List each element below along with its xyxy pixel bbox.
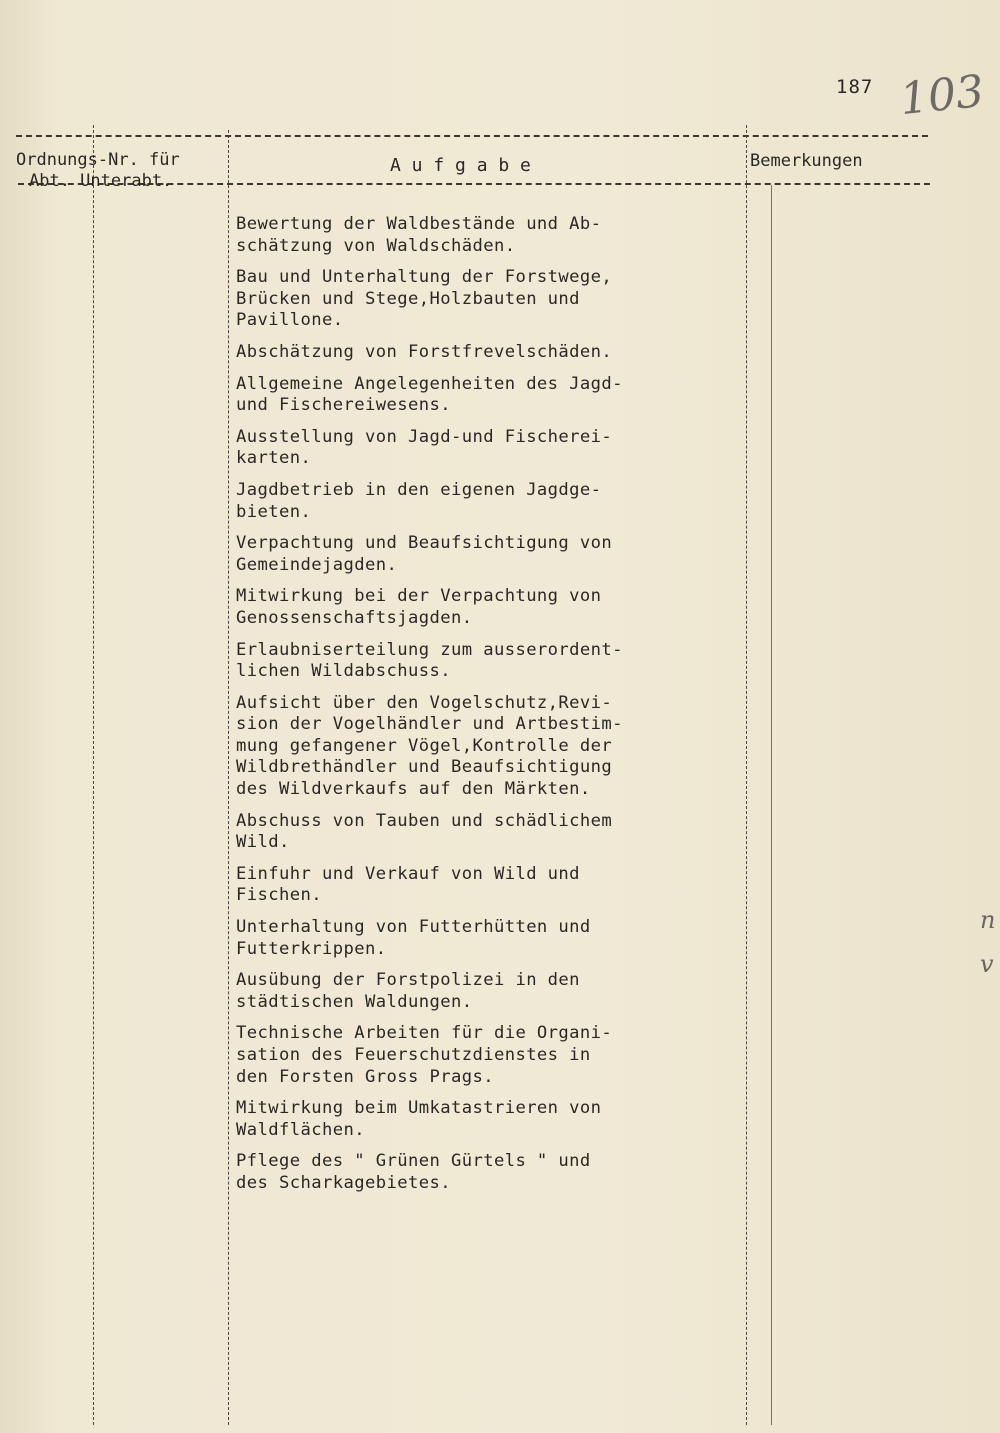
- task-entry: Aufsicht über den Vogelschutz,Revi- sion der Vogelhändler und Artbestim- mung gefangener Vögel,Kontrolle der Wildbrethändler und Beaufsichtigung des Wildverkaufs auf den Märkten.: [236, 692, 623, 800]
- task-entry: Verpachtung und Beaufsichtigung von Gemeindejagden.: [236, 533, 613, 575]
- task-entry: Mitwirkung bei der Verpachtung von Genossenschaftsjagden.: [236, 586, 602, 628]
- header-order-no-line2: Abt. Unterabt.: [29, 171, 173, 191]
- task-entry: Technische Arbeiten für die Organi- sation des Feuerschutzdienstes in den Forsten Gross Prags.: [236, 1023, 613, 1087]
- task-entry: Abschuss von Tauben und schädlichem Wild.: [236, 810, 613, 853]
- column-divider-remarks: [746, 125, 747, 1425]
- table-top-rule: [16, 135, 928, 137]
- task-entry: Bewertung der Waldbestände und Ab- schätzung von Waldschäden.: [236, 214, 602, 256]
- task-entry: Abschätzung von Forstfrevelschäden.: [236, 341, 613, 362]
- margin-mark-handwritten: n: [980, 906, 996, 934]
- task-entry: Bau und Unterhaltung der Forstwege, Brücken und Stege,Holzbauten und Pavillone.: [236, 267, 613, 331]
- task-entry: Ausstellung von Jagd-und Fischerei- karten.: [236, 426, 613, 469]
- page-number: 187: [836, 76, 874, 98]
- task-entry: Allgemeine Angelegenheiten des Jagd- und Fischereiwesens.: [236, 373, 623, 416]
- column-divider-order-no: [93, 125, 94, 1425]
- header-task: A u f g a b e: [390, 155, 531, 176]
- task-entry: Unterhaltung von Futterhütten und Futterkrippen.: [236, 917, 591, 959]
- task-entry: Ausübung der Forstpolizei in den städtischen Waldungen.: [236, 970, 580, 1012]
- margin-mark-handwritten: v: [980, 950, 994, 978]
- column-divider-right: [771, 185, 772, 1425]
- column-divider-task: [228, 130, 229, 1425]
- task-entry: Jagdbetrieb in den eigenen Jagdge- bieten.: [236, 479, 602, 522]
- header-remarks: Bemerkungen: [750, 151, 863, 171]
- header-order-no-line1: Ordnungs-Nr. für: [16, 150, 180, 170]
- folio-number-handwritten: 103: [897, 65, 987, 126]
- task-entry: Mitwirkung beim Umkatastrieren von Waldflächen.: [236, 1098, 602, 1140]
- task-entry: Einfuhr und Verkauf von Wild und Fischen.: [236, 863, 580, 906]
- task-list: [236, 214, 736, 1205]
- task-entry: Pflege des " Grünen Gürtels " und des Scharkagebietes.: [236, 1151, 591, 1193]
- task-entry: Erlaubniserteilung zum ausserordent- lichen Wildabschuss.: [236, 639, 623, 682]
